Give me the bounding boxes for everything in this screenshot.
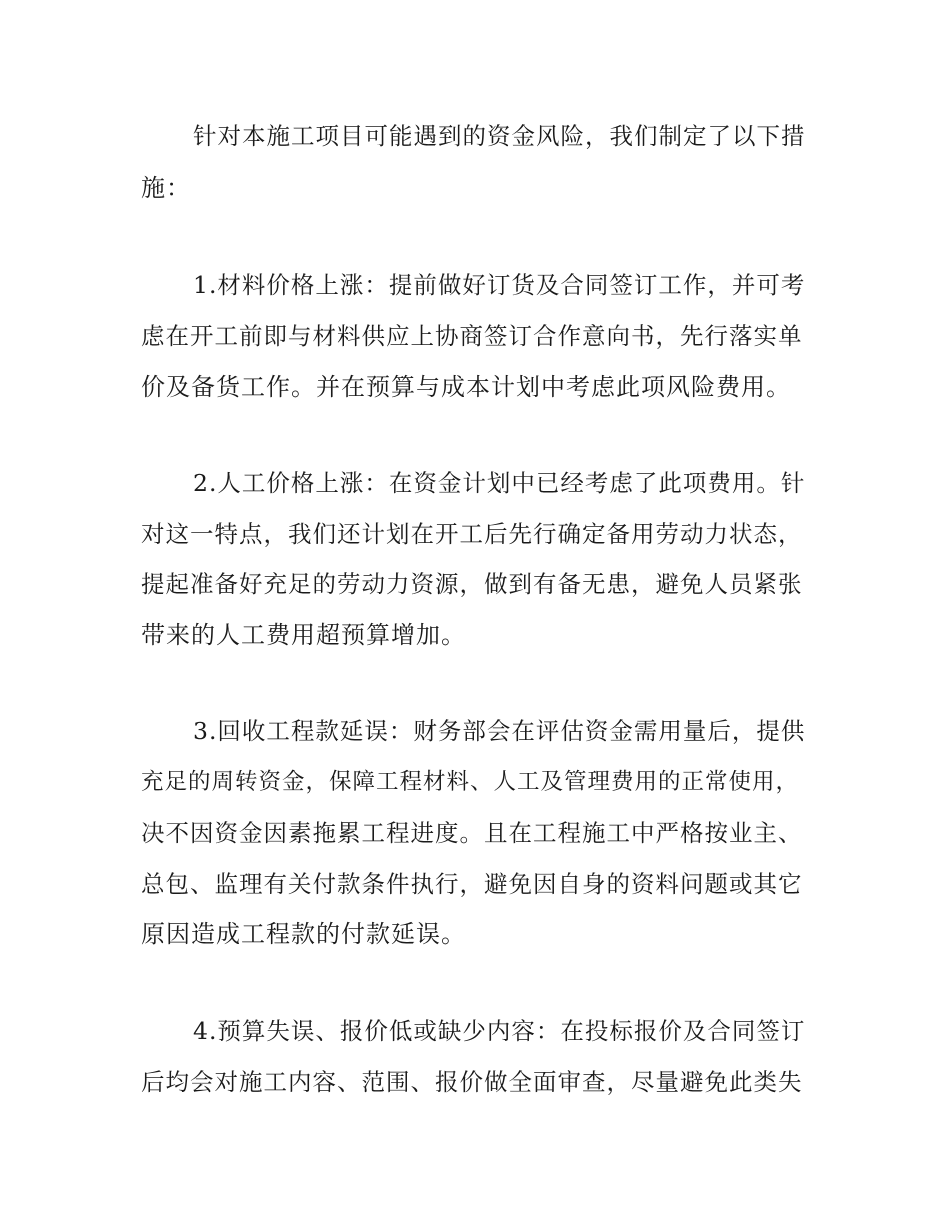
- paragraph-4-line-4: 总包、监理有关付款条件执行，避免因自身的资料问题或其它: [141, 870, 803, 898]
- paragraph-1-line-2: 施：: [141, 174, 191, 202]
- paragraph-3-line-1: 2.人工价格上涨：在资金计划中已经考虑了此项费用。针: [193, 469, 806, 497]
- paragraph-3-line-3: 提起准备好充足的劳动力资源，做到有备无患，避免人员紧张: [141, 570, 803, 598]
- paragraph-4-line-5: 原因造成工程款的付款延误。: [141, 920, 466, 948]
- paragraph-1-line-1: 针对本施工项目可能遇到的资金风险，我们制定了以下措: [193, 122, 806, 150]
- paragraph-2-line-1: 1.材料价格上涨：提前做好订货及合同签订工作，并可考: [193, 271, 806, 299]
- paragraph-4-line-2: 充足的周转资金，保障工程材料、人工及管理费用的正常使用，: [141, 769, 800, 795]
- paragraph-2-line-2: 虑在开工前即与材料供应上协商签订合作意向书，先行落实单: [141, 322, 803, 350]
- paragraph-4-line-3: 决不因资金因素拖累工程进度。且在工程施工中严格按业主、: [141, 819, 803, 847]
- paragraph-2-line-3: 价及备货工作。并在预算与成本计划中考虑此项风险费用。: [141, 373, 791, 401]
- paragraph-3-line-4: 带来的人工费用超预算增加。: [141, 621, 466, 649]
- paragraph-5-line-2: 后均会对施工内容、范围、报价做全面审查，尽量避免此类失: [141, 1068, 803, 1096]
- paragraph-3-line-2: 对这一特点，我们还计划在开工后先行确定备用劳动力状态，: [141, 520, 803, 548]
- paragraph-5-line-1: 4.预算失误、报价低或缺少内容：在投标报价及合同签订: [193, 1017, 806, 1045]
- paragraph-4-line-1: 3.回收工程款延误：财务部会在评估资金需用量后，提供: [193, 717, 806, 745]
